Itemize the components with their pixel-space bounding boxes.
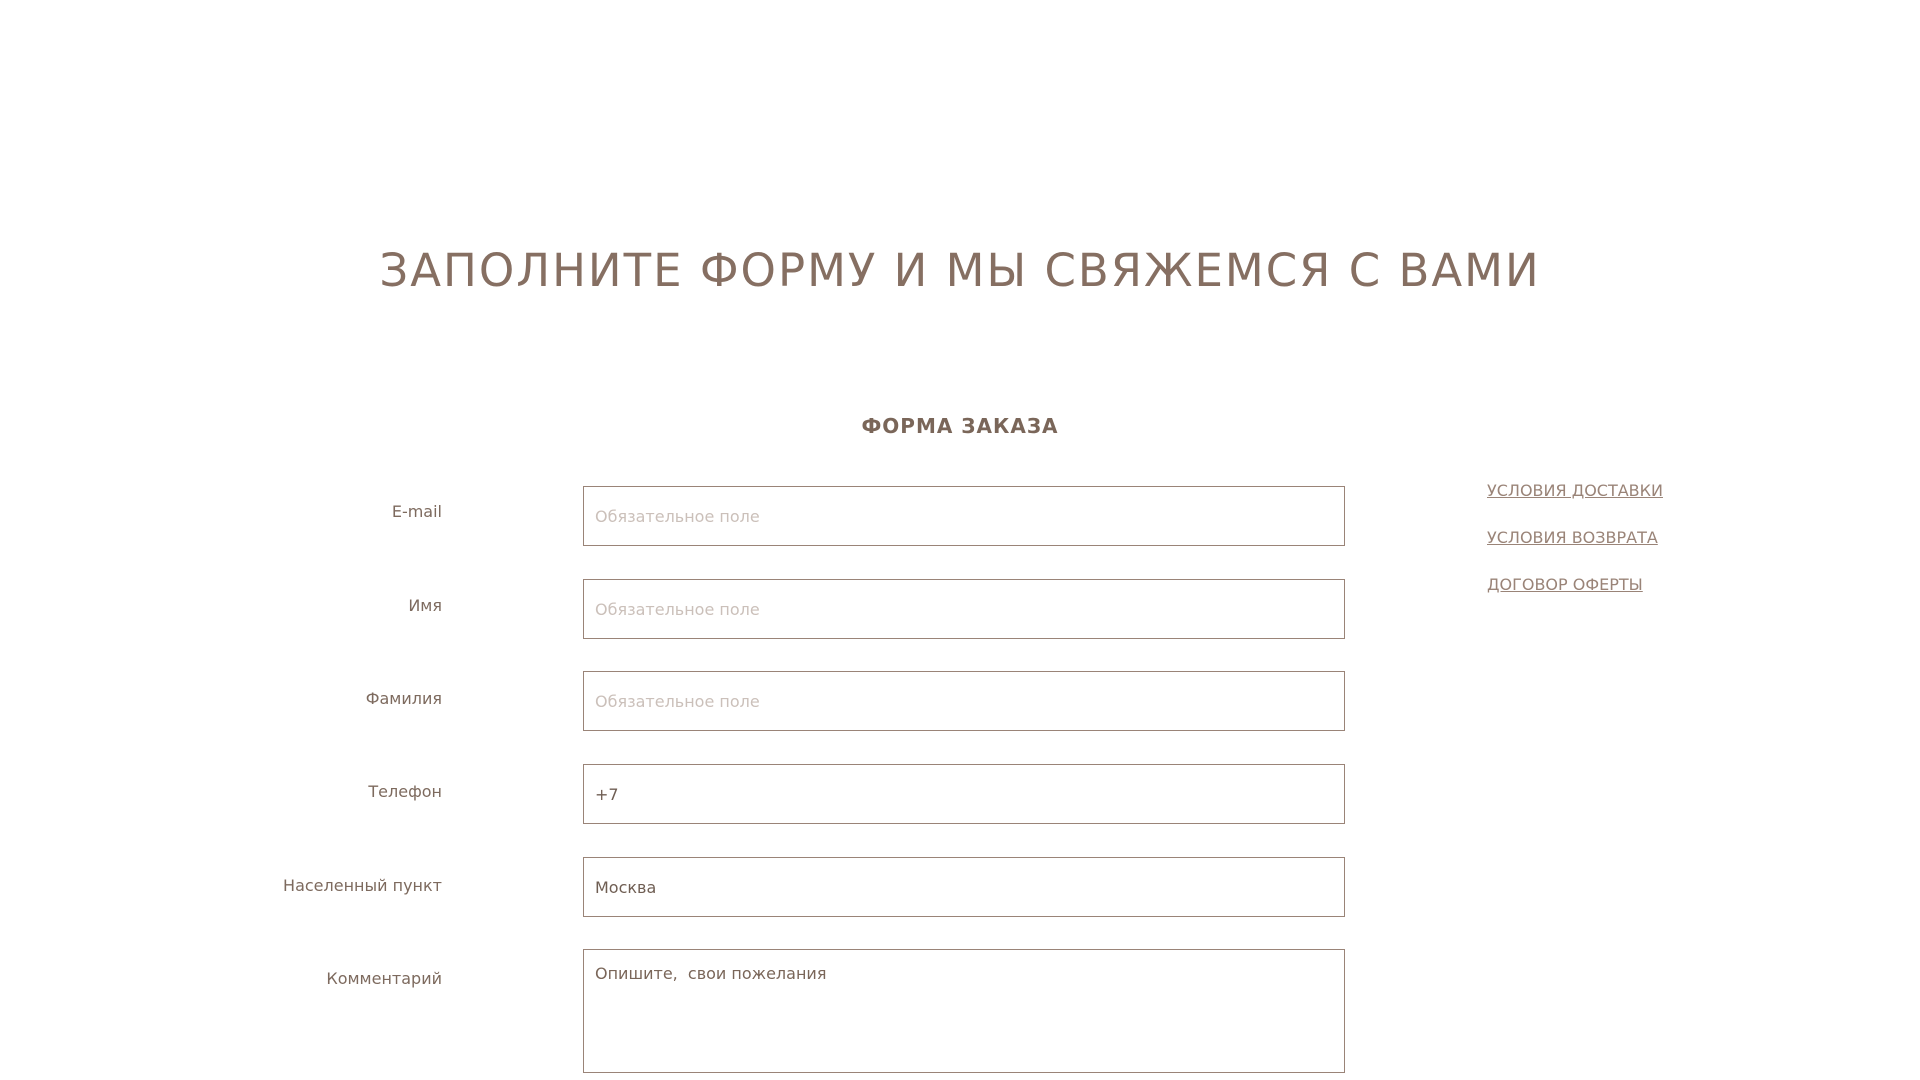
email-field[interactable]	[583, 486, 1345, 546]
first-name-field[interactable]	[583, 579, 1345, 639]
comment-label: Комментарий	[326, 969, 442, 988]
side-links	[1487, 481, 1663, 622]
return-terms-link[interactable]: УСЛОВИЯ ВОЗВРАТА	[1487, 528, 1658, 547]
page-heading: ЗАПОЛНИТЕ ФОРМУ И МЫ СВЯЖЕМСЯ С ВАМИ	[379, 244, 1541, 297]
city-field[interactable]	[583, 857, 1345, 917]
city-label: Населенный пункт	[283, 876, 442, 895]
phone-field[interactable]	[583, 764, 1345, 824]
last-name-field[interactable]	[583, 671, 1345, 731]
form-title: ФОРМА ЗАКАЗА	[861, 414, 1059, 438]
delivery-terms-link[interactable]: УСЛОВИЯ ДОСТАВКИ	[1487, 481, 1663, 500]
offer-agreement-link[interactable]: ДОГОВОР ОФЕРТЫ	[1487, 575, 1643, 594]
comment-field[interactable]	[583, 949, 1345, 1073]
email-label: E-mail	[391, 502, 442, 521]
last-name-label: Фамилия	[365, 689, 442, 708]
phone-label: Телефон	[368, 782, 442, 801]
first-name-label: Имя	[408, 596, 442, 615]
